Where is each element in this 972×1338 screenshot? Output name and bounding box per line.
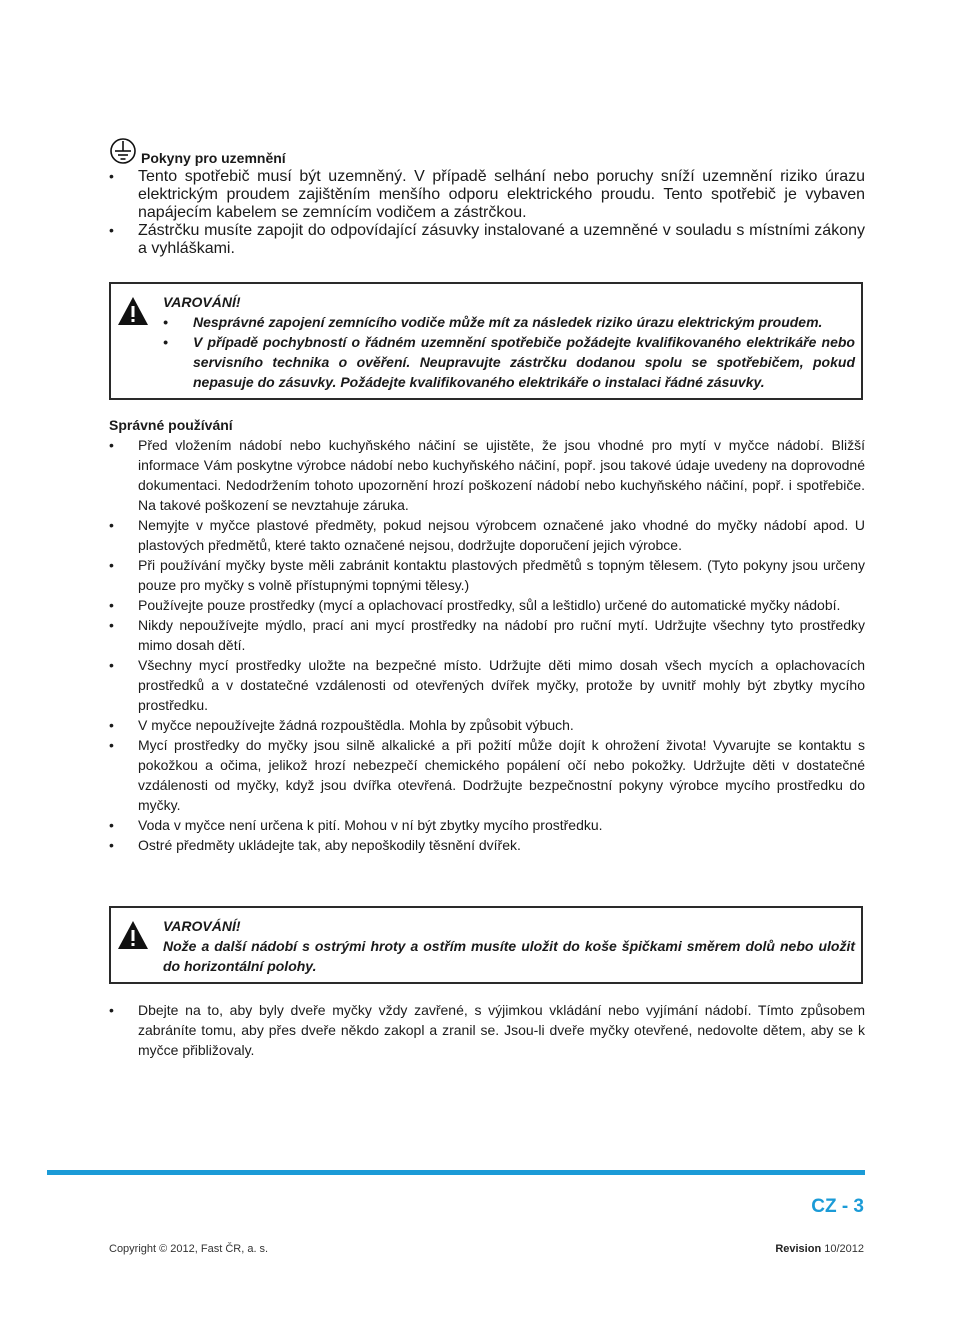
footer-divider [47, 1170, 865, 1175]
grounding-heading: Pokyny pro uzemnění [141, 150, 286, 166]
copyright: Copyright © 2012, Fast ČR, a. s. [109, 1243, 269, 1255]
list-item: • Ostré předměty ukládejte tak, aby nepoškodily těsnění dvířek. [109, 835, 865, 855]
list-item: • Voda v myčce není určena k pití. Mohou v ní být zbytky mycího prostředku. [109, 815, 865, 835]
page-number: CZ - 3 [811, 1196, 864, 1217]
warning-list [163, 312, 855, 392]
list-item: • Při používání myčky byste měli zabránit kontaktu plastových předmětů s topným tělesem. (Tyto pokyny jsou určeny pouze pro myčky s volně přístupnými topnými tělesy.) [109, 555, 865, 595]
revision-value: 10/2012 [824, 1243, 864, 1255]
grounding-heading-row [109, 137, 865, 168]
list-item: • Všechny mycí prostředky uložte na bezpečné místo. Udržujte děti mimo dosah všech mycích a oplachovacích prostředků a v dostatečné vzdálenosti od otevřených dvířek myčky, protože by uvnitř mohly být zbytky mycího prostředku. [109, 655, 865, 715]
warning-triangle-icon [117, 296, 149, 326]
grounding-list [109, 168, 865, 258]
warning-triangle-icon [117, 920, 149, 950]
list-item: • V případě pochybností o řádném uzemnění spotřebiče požádejte kvalifikovaného elektrikáře nebo servisního technika o ověření. Neupravujte zástrčku dodanou spolu se spotřebičem, pokud nepasuje do zásuvky. Požádejte kvalifikovaného elektrikáře o instalaci řádné zásuvky. [163, 332, 855, 392]
usage-list [109, 435, 865, 855]
ground-symbol-icon [109, 137, 137, 165]
usage-heading: Správné používání [109, 417, 233, 433]
list-item: • Nemyjte v myčce plastové předměty, pokud nejsou výrobcem označené jako vhodné do myčky nádobí apod. U plastových předmětů, které takto označené nejsou, dodržujte doporučení jejich výrobce. [109, 515, 865, 555]
list-item: • Před vložením nádobí nebo kuchyňského náčiní se ujistěte, že jsou vhodné pro mytí v myčce nádobí. Bližší informace Vám poskytne výrobce nádobí nebo kuchyňského náčiní, popř. jsou takové údaje uvedeny na doprovodné dokumentaci. Nedodržením tohoto upozornění hrozí poškození nádobí nebo kuchyňského náčiní, popř. i spotřebiče. Na takové poškození se nevztahuje záruka. [109, 435, 865, 515]
warning-box-grounding [109, 282, 863, 400]
usage-section [109, 415, 865, 855]
list-item: • Mycí prostředky do myčky jsou silně alkalické a při požití může dojít k ohrožení života! Vyvarujte se kontaktu s pokožkou a očima, jelikož hrozí nebezpečí chemického popálení očí nebo pokožky. Udržujte děti v dostatečné vzdálenosti od myčky, když jsou dvířka otevřená. Dodržujte bezpečnostní pokyny výrobce mycího prostředku do myčky. [109, 735, 865, 815]
list-item: • Nesprávné zapojení zemnícího vodiče může mít za následek riziko úrazu elektrickým proudem. [163, 312, 855, 332]
revision-label: Revision [775, 1243, 822, 1255]
list-item: • Tento spotřebič musí být uzemněný. V případě selhání nebo poruchy sníží uzemnění riziko úrazu elektrickým proudem zajištěním menšího odporu elektrického proudu. Tento spotřebič je vybaven napájecím kabelem se zemnícím vodičem a zástrčkou. [109, 168, 865, 222]
final-section [109, 1000, 865, 1060]
warning-box-knives [109, 906, 863, 984]
list-item: • Používejte pouze prostředky (mycí a oplachovací prostředky, sůl a leštidlo) určené do automatické myčky nádobí. [109, 595, 865, 615]
warning-content [163, 292, 855, 392]
warning-title: VAROVÁNÍ! [163, 294, 241, 310]
list-item: • Nikdy nepoužívejte mýdlo, prací ani mycí prostředky na nádobí pro ruční mytí. Udržujte všechny tyto prostředky mimo dosah dětí. [109, 615, 865, 655]
revision [775, 1243, 864, 1255]
warning-title: VAROVÁNÍ! [163, 918, 241, 934]
list-item: • V myčce nepoužívejte žádná rozpouštědla. Mohla by způsobit výbuch. [109, 715, 865, 735]
grounding-section [109, 137, 865, 258]
warning-text: Nože a další nádobí s ostrými hroty a ostřím musíte uložit do koše špičkami směrem dolů nebo uložit do horizontální polohy. [163, 938, 855, 974]
warning-content [163, 916, 855, 976]
list-item: • Dbejte na to, aby byly dveře myčky vždy zavřené, s výjimkou vkládání nebo vyjímání nádobí. Tímto způsobem zabráníte tomu, aby přes dveře někdo zakopl a zranil se. Jsou-li dveře myčky otevřené, nedovolte dětem, aby se k myčce přibližovaly. [109, 1000, 865, 1060]
final-list [109, 1000, 865, 1060]
list-item: • Zástrčku musíte zapojit do odpovídající zásuvky instalované a uzemněné v souladu s místními zákony a vyhláškami. [109, 222, 865, 258]
